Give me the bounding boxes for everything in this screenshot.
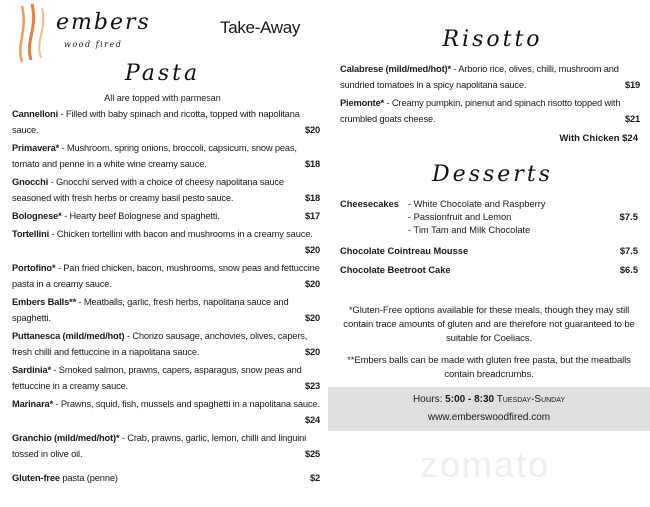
cheesecake-option: - Passionfruit and Lemon bbox=[408, 212, 512, 222]
dessert-price: $7.5 bbox=[619, 246, 638, 256]
with-chicken-price: With Chicken $24 bbox=[559, 133, 638, 144]
cheesecakes-name: Cheesecakes bbox=[340, 199, 399, 209]
cheesecake-options bbox=[408, 198, 545, 237]
item-name: Piemonte* bbox=[340, 98, 385, 108]
pasta-item bbox=[12, 430, 320, 462]
item-price: $2 bbox=[309, 473, 320, 483]
item-description: - Arborio rice, olives, chilli, mushroom and sundried tomatoes in a spicy napolitana sauce. bbox=[340, 64, 619, 90]
risotto-item bbox=[340, 95, 640, 127]
watermark: zomato bbox=[420, 444, 551, 485]
pasta-item bbox=[12, 226, 320, 258]
pasta-heading: Pasta bbox=[124, 61, 201, 86]
item-description: - Crab, prawns, garlic, lemon, chilli and linguini tossed in olive oil. bbox=[12, 433, 307, 459]
item-name: Bolognese* bbox=[12, 211, 62, 221]
logo-name: embers bbox=[56, 10, 151, 35]
pasta-item bbox=[12, 328, 320, 360]
dessert-name: Chocolate Cointreau Mousse bbox=[340, 246, 469, 256]
pasta-item bbox=[12, 260, 320, 292]
pasta-list bbox=[12, 106, 320, 486]
item-description: - Chorizo sausage, anchovies, olives, capers, fresh chilli and fettuccine in a napolitana sauce. bbox=[12, 331, 308, 357]
pasta-item bbox=[12, 208, 320, 224]
flame-logo-icon bbox=[14, 2, 50, 64]
item-price: $25 bbox=[304, 449, 320, 459]
item-description: - Gnocchi served with a choice of cheesy napolitana sauce seasoned with fresh herbs or creamy basil pesto sauce. bbox=[12, 177, 284, 203]
cheesecakes-price: $7.5 bbox=[619, 212, 638, 223]
pasta-item bbox=[12, 140, 320, 172]
embers-balls-note: **Embers balls can be made with gluten free pasta, but the meatballs contain breadcrumbs. bbox=[347, 355, 631, 380]
item-price: $19 bbox=[624, 80, 640, 90]
item-description: - Smoked salmon, prawns, capers, asparagus, snow peas and fettuccine in a creamy sauce. bbox=[12, 365, 302, 391]
hours-days: Tuesday-Sunday bbox=[494, 394, 566, 405]
item-name: Calabrese (mild/med/hot)* bbox=[340, 64, 451, 74]
item-price: $24 bbox=[304, 415, 320, 425]
risotto-heading: Risotto bbox=[442, 27, 543, 52]
logo-tagline: wood fired bbox=[64, 40, 123, 49]
item-price: $20 bbox=[304, 279, 320, 289]
item-price: $20 bbox=[304, 245, 320, 255]
desserts-heading: Desserts bbox=[432, 162, 553, 187]
cheesecake-option: - White Chocolate and Raspberry bbox=[408, 199, 546, 209]
pasta-subtitle: All are topped with parmesan bbox=[104, 93, 221, 103]
item-name: Sardinia* bbox=[12, 365, 51, 375]
pasta-item bbox=[12, 106, 320, 138]
pasta-item bbox=[12, 362, 320, 394]
hours-time: 5:00 - 8:30 bbox=[445, 394, 495, 405]
item-description: - Meatballs, garlic, fresh herbs, napolitana sauce and spaghetti. bbox=[12, 297, 289, 323]
item-name: Marinara* bbox=[12, 399, 54, 409]
page-title: Take-Away bbox=[220, 18, 301, 37]
item-price: $21 bbox=[624, 114, 640, 124]
item-description: pasta (penne) bbox=[59, 473, 118, 483]
item-description: - Chicken tortellini with bacon and mushrooms in a creamy sauce. bbox=[49, 229, 313, 239]
item-name: Gnocchi bbox=[12, 177, 49, 187]
dessert-item bbox=[340, 264, 638, 277]
gluten-free-note: *Gluten-Free options available for these meals, though they may still contain trace amounts of gluten and are therefore not guaranteed to be suitable for Coeliacs. bbox=[343, 305, 635, 344]
item-description: - Creamy pumpkin, pinenut and spinach risotto topped with crumbled goats cheese. bbox=[340, 98, 621, 124]
dessert-name: Chocolate Beetroot Cake bbox=[340, 265, 451, 275]
item-name: Gluten-free bbox=[12, 473, 60, 483]
item-name: Cannelloni bbox=[12, 109, 59, 119]
hours-line bbox=[328, 391, 650, 409]
item-price: $17 bbox=[304, 211, 320, 221]
item-description: - Prawns, squid, fish, mussels and spaghetti in a napolitana sauce. bbox=[53, 399, 320, 409]
item-description: - Hearty beef Bolognese and spaghetti. bbox=[61, 211, 220, 221]
item-description: - Mushroom, spring onions, broccoli, capsicum, snow peas, tomato and penne in a white wine creamy sauce. bbox=[12, 143, 297, 169]
pasta-item bbox=[12, 470, 320, 486]
item-name: Primavera* bbox=[12, 143, 60, 153]
pasta-item bbox=[12, 396, 320, 428]
item-description: - Pan fried chicken, bacon, mushrooms, snow peas and fettuccine pasta in a creamy sauce. bbox=[12, 263, 320, 289]
pasta-item bbox=[12, 174, 320, 206]
website-link[interactable]: www.emberswoodfired.com bbox=[427, 412, 551, 423]
hours-box bbox=[328, 387, 650, 431]
hours-label: Hours: bbox=[412, 394, 446, 405]
pasta-item bbox=[12, 294, 320, 326]
risotto-item bbox=[340, 61, 640, 93]
item-price: $20 bbox=[304, 125, 320, 135]
item-price: $23 bbox=[304, 381, 320, 391]
item-name: Granchio (mild/med/hot)* bbox=[12, 433, 120, 443]
item-price: $20 bbox=[304, 347, 320, 357]
dessert-price: $6.5 bbox=[619, 265, 638, 275]
item-name: Embers Balls** bbox=[12, 297, 77, 307]
item-name: Tortellini bbox=[12, 229, 50, 239]
risotto-list bbox=[340, 61, 640, 127]
item-name: Portofino* bbox=[12, 263, 56, 273]
item-price: $20 bbox=[304, 313, 320, 323]
item-description: - Filled with baby spinach and ricotta, topped with napolitana sauce. bbox=[12, 109, 300, 135]
item-price: $18 bbox=[304, 159, 320, 169]
cheesecake-option: - Tim Tam and Milk Chocolate bbox=[408, 225, 531, 235]
item-name: Puttanesca (mild/med/hot) bbox=[12, 331, 125, 341]
dessert-item bbox=[340, 245, 638, 258]
item-price: $18 bbox=[304, 193, 320, 203]
